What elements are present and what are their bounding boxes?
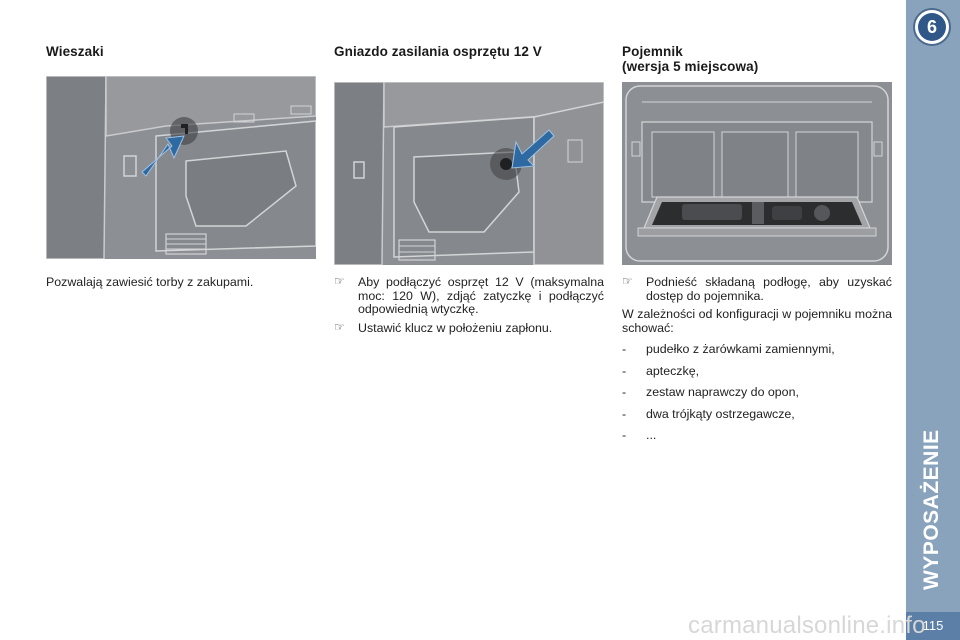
storage-intro: W zależności od konfiguracji w pojemniku można schować: [622, 307, 892, 335]
instruction-text: Aby podłączyć osprzęt 12 V (maksymalna moc: 120 W), zdjąć zatyczkę i podłączyć odpowiednią wtyczkę. [358, 275, 604, 316]
list-item-text: ... [646, 428, 657, 442]
list-item [622, 408, 892, 422]
list-item [622, 386, 892, 400]
dash-marker: - [622, 363, 627, 378]
chapter-title: WYPOSAŻENIE [920, 429, 943, 590]
section-title-storage-line1: Pojemnik [622, 44, 683, 59]
list-item-text: dwa trójkąty ostrzegawcze, [646, 406, 795, 421]
dash-marker: - [622, 428, 627, 442]
list-item [622, 343, 892, 357]
instruction-item [334, 276, 604, 317]
section-title-storage-line2: (wersja 5 miejscowa) [622, 59, 759, 74]
list-item-text: pudełko z żarówkami zamiennymi, [646, 342, 835, 356]
dash-marker: - [622, 406, 627, 421]
12v-socket-illustration [334, 82, 604, 265]
instruction-text: Ustawić klucz w położeniu zapłonu. [358, 320, 553, 335]
page-number: 115 [906, 612, 960, 640]
watermark: carmanualsonline.info [688, 612, 926, 639]
instruction-text: Podnieść składaną podłogę, aby uzyskać dostęp do pojemnika. [646, 275, 892, 303]
list-item [622, 365, 892, 379]
pointing-hand-icon: ☞ [334, 274, 345, 288]
hangers-description: Pozwalają zawiesić torby z zakupami. [46, 275, 254, 289]
storage-description [622, 276, 892, 451]
list-item-text: apteczkę, [646, 363, 700, 378]
dash-marker: - [622, 342, 627, 356]
list-item [622, 429, 892, 443]
section-title-storage [622, 44, 758, 74]
12v-socket-instructions [334, 276, 604, 340]
section-title-hangers: Wieszaki [46, 44, 104, 59]
chapter-number: 6 [918, 13, 946, 41]
instruction-item [622, 276, 892, 303]
instruction-item [334, 319, 604, 336]
section-title-12v-socket: Gniazdo zasilania osprzętu 12 V [334, 44, 542, 59]
hangers-illustration [46, 76, 316, 259]
dash-marker: - [622, 385, 627, 399]
pointing-hand-icon: ☞ [334, 319, 345, 334]
chapter-badge [913, 8, 951, 46]
storage-illustration [622, 82, 892, 265]
pointing-hand-icon: ☞ [622, 274, 633, 288]
list-item-text: zestaw naprawczy do opon, [646, 385, 799, 399]
